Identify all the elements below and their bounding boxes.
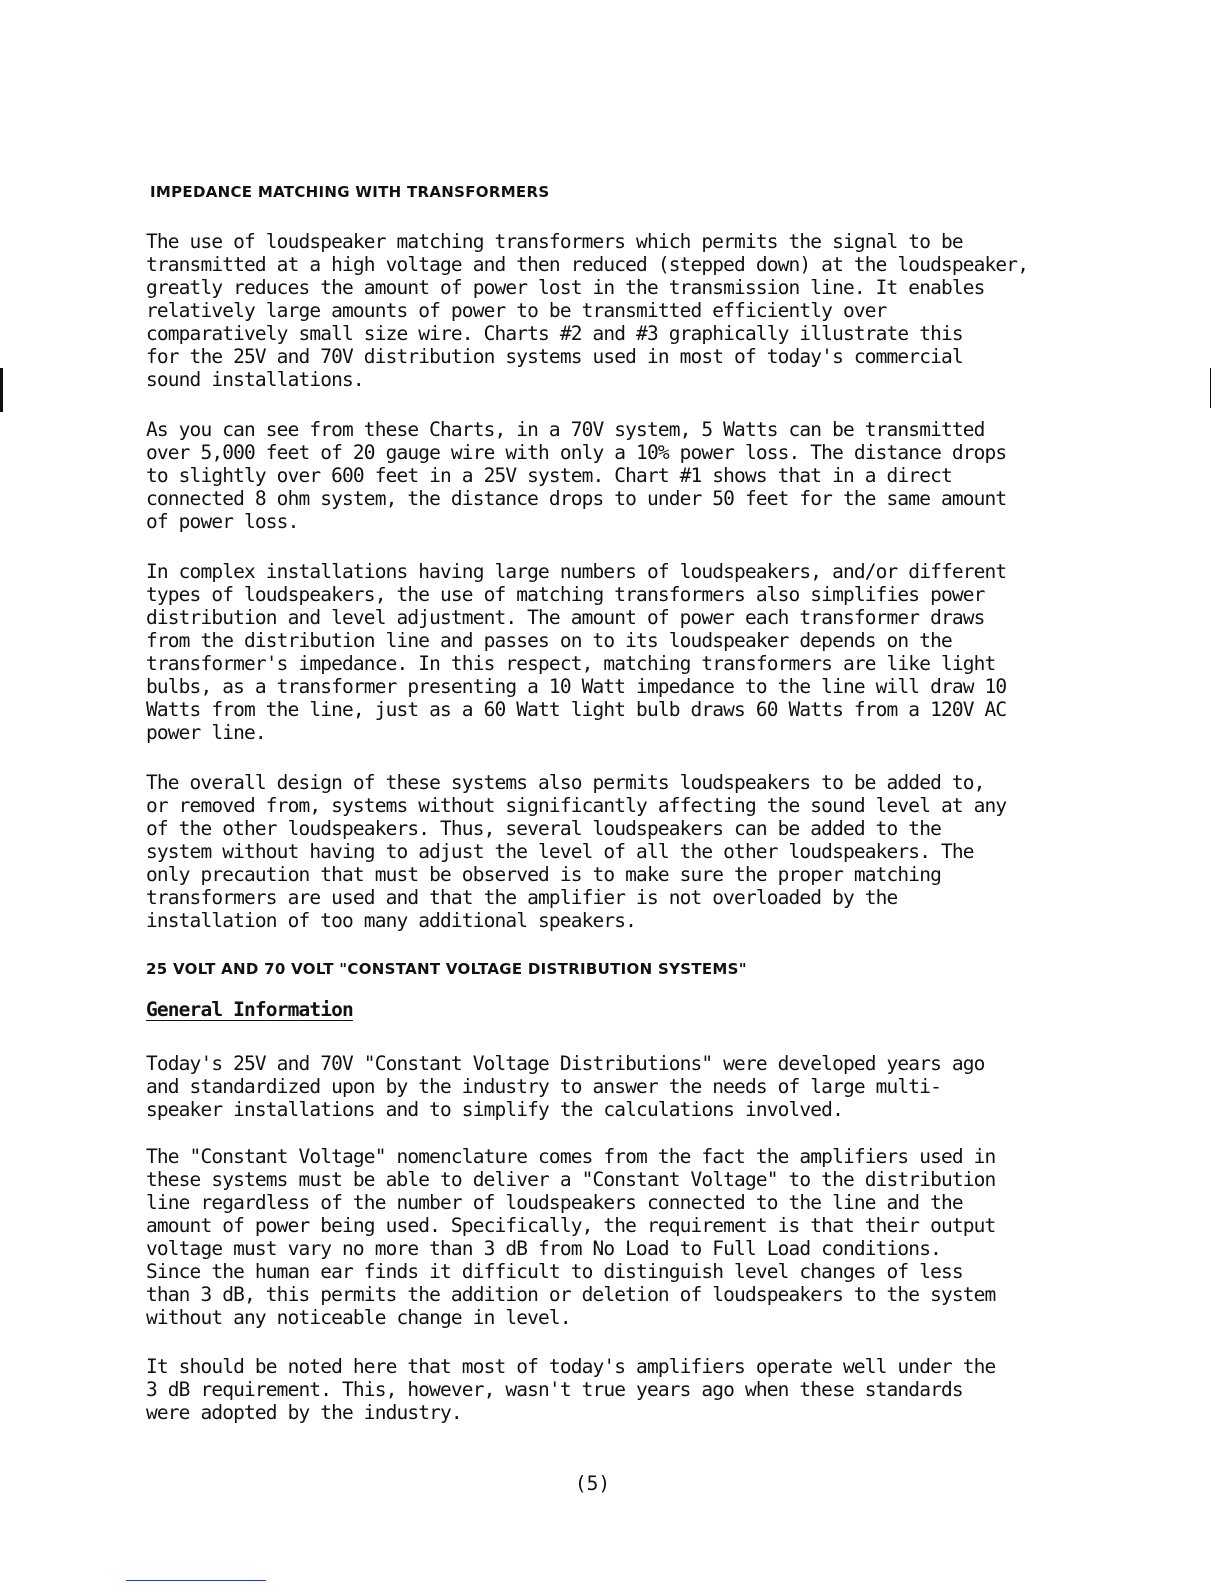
scan-margin-mark-left bbox=[0, 368, 3, 412]
paragraph-amplifier-note bbox=[146, 1355, 995, 1424]
text-line: only precaution that must be observed is to make sure the proper matching bbox=[146, 863, 941, 886]
text-line: greatly reduces the amount of power lost in the transmission line. It enables bbox=[146, 276, 985, 299]
paragraph-complex-installations bbox=[146, 560, 1006, 744]
text-line: Watts from the line, just as a 60 Watt light bulb draws 60 Watts from a 120V AC bbox=[146, 698, 1007, 721]
text-line: were adopted by the industry. bbox=[146, 1401, 462, 1424]
text-line: The use of loudspeaker matching transformers which permits the signal to be bbox=[146, 230, 963, 253]
text-line: relatively large amounts of power to be transmitted efficiently over bbox=[146, 299, 887, 322]
text-line: distribution and level adjustment. The amount of power each transformer draws bbox=[146, 606, 985, 629]
text-line: or removed from, systems without significantly affecting the sound level at any bbox=[146, 794, 1007, 817]
text-line: amount of power being used. Specifically, the requirement is that their output bbox=[146, 1214, 996, 1237]
text-line: line regardless of the number of loudspeakers connected to the line and the bbox=[146, 1191, 963, 1214]
paragraph-general-info bbox=[146, 1052, 985, 1121]
text-line: system without having to adjust the level of all the other loudspeakers. The bbox=[146, 840, 974, 863]
text-line: these systems must be able to deliver a "Constant Voltage" to the distribution bbox=[146, 1168, 996, 1191]
text-line: The "Constant Voltage" nomenclature comes from the fact the amplifiers used in bbox=[146, 1145, 996, 1168]
text-line: voltage must vary no more than 3 dB from No Load to Full Load conditions. bbox=[146, 1237, 941, 1260]
text-line: and standardized upon by the industry to answer the needs of large multi- bbox=[146, 1075, 941, 1098]
text-line: It should be noted here that most of today's amplifiers operate well under the bbox=[146, 1355, 996, 1378]
main-heading: IMPEDANCE MATCHING WITH TRANSFORMERS bbox=[150, 183, 550, 201]
text-line: power line. bbox=[146, 721, 266, 744]
text-line: installation of too many additional speakers. bbox=[146, 909, 637, 932]
text-line: 3 dB requirement. This, however, wasn't true years ago when these standards bbox=[146, 1378, 963, 1401]
text-line: As you can see from these Charts, in a 70V system, 5 Watts can be transmitted bbox=[146, 418, 985, 441]
text-line: transmitted at a high voltage and then reduced (stepped down) at the loudspeaker, bbox=[146, 253, 1029, 276]
text-line: of the other loudspeakers. Thus, several loudspeakers can be added to the bbox=[146, 817, 941, 840]
text-line: over 5,000 feet of 20 gauge wire with only a 10% power loss. The distance drops bbox=[146, 441, 1007, 464]
text-line: Since the human ear finds it difficult to distinguish level changes of less bbox=[146, 1260, 963, 1283]
text-line: sound installations. bbox=[146, 368, 364, 391]
text-line: transformers are used and that the amplifier is not overloaded by the bbox=[146, 886, 898, 909]
text-line: bulbs, as a transformer presenting a 10 Watt impedance to the line will draw 10 bbox=[146, 675, 1007, 698]
text-line: to slightly over 600 feet in a 25V system. Chart #1 shows that in a direct bbox=[146, 464, 952, 487]
paragraph-overall-design bbox=[146, 771, 1006, 932]
text-line: transformer's impedance. In this respect, matching transformers are like light bbox=[146, 652, 996, 675]
scan-edge-line bbox=[126, 1580, 266, 1581]
text-line: comparatively small size wire. Charts #2 and #3 graphically illustrate this bbox=[146, 322, 963, 345]
text-line: for the 25V and 70V distribution systems used in most of today's commercial bbox=[146, 345, 963, 368]
text-line: connected 8 ohm system, the distance drops to under 50 feet for the same amount bbox=[146, 487, 1007, 510]
paragraph-transformers-intro bbox=[146, 230, 1028, 391]
scan-margin-mark-right bbox=[1210, 368, 1211, 408]
text-line: without any noticeable change in level. bbox=[146, 1306, 571, 1329]
text-line: Today's 25V and 70V "Constant Voltage Distributions" were developed years ago bbox=[146, 1052, 985, 1075]
text-line: of power loss. bbox=[146, 510, 299, 533]
text-line: The overall design of these systems also permits loudspeakers to be added to, bbox=[146, 771, 985, 794]
text-line: than 3 dB, this permits the addition or deletion of loudspeakers to the system bbox=[146, 1283, 996, 1306]
text-line: In complex installations having large numbers of loudspeakers, and/or different bbox=[146, 560, 1007, 583]
paragraph-chart-comparison bbox=[146, 418, 1006, 533]
paragraph-constant-voltage bbox=[146, 1145, 995, 1329]
subsection-heading: General Information bbox=[146, 998, 353, 1021]
page-number: (5) bbox=[574, 1472, 611, 1495]
text-line: speaker installations and to simplify the calculations involved. bbox=[146, 1098, 843, 1121]
text-line: from the distribution line and passes on to its loudspeaker depends on the bbox=[146, 629, 952, 652]
section-heading: 25 VOLT AND 70 VOLT "CONSTANT VOLTAGE DISTRIBUTION SYSTEMS" bbox=[146, 960, 747, 978]
text-line: types of loudspeakers, the use of matching transformers also simplifies power bbox=[146, 583, 985, 606]
